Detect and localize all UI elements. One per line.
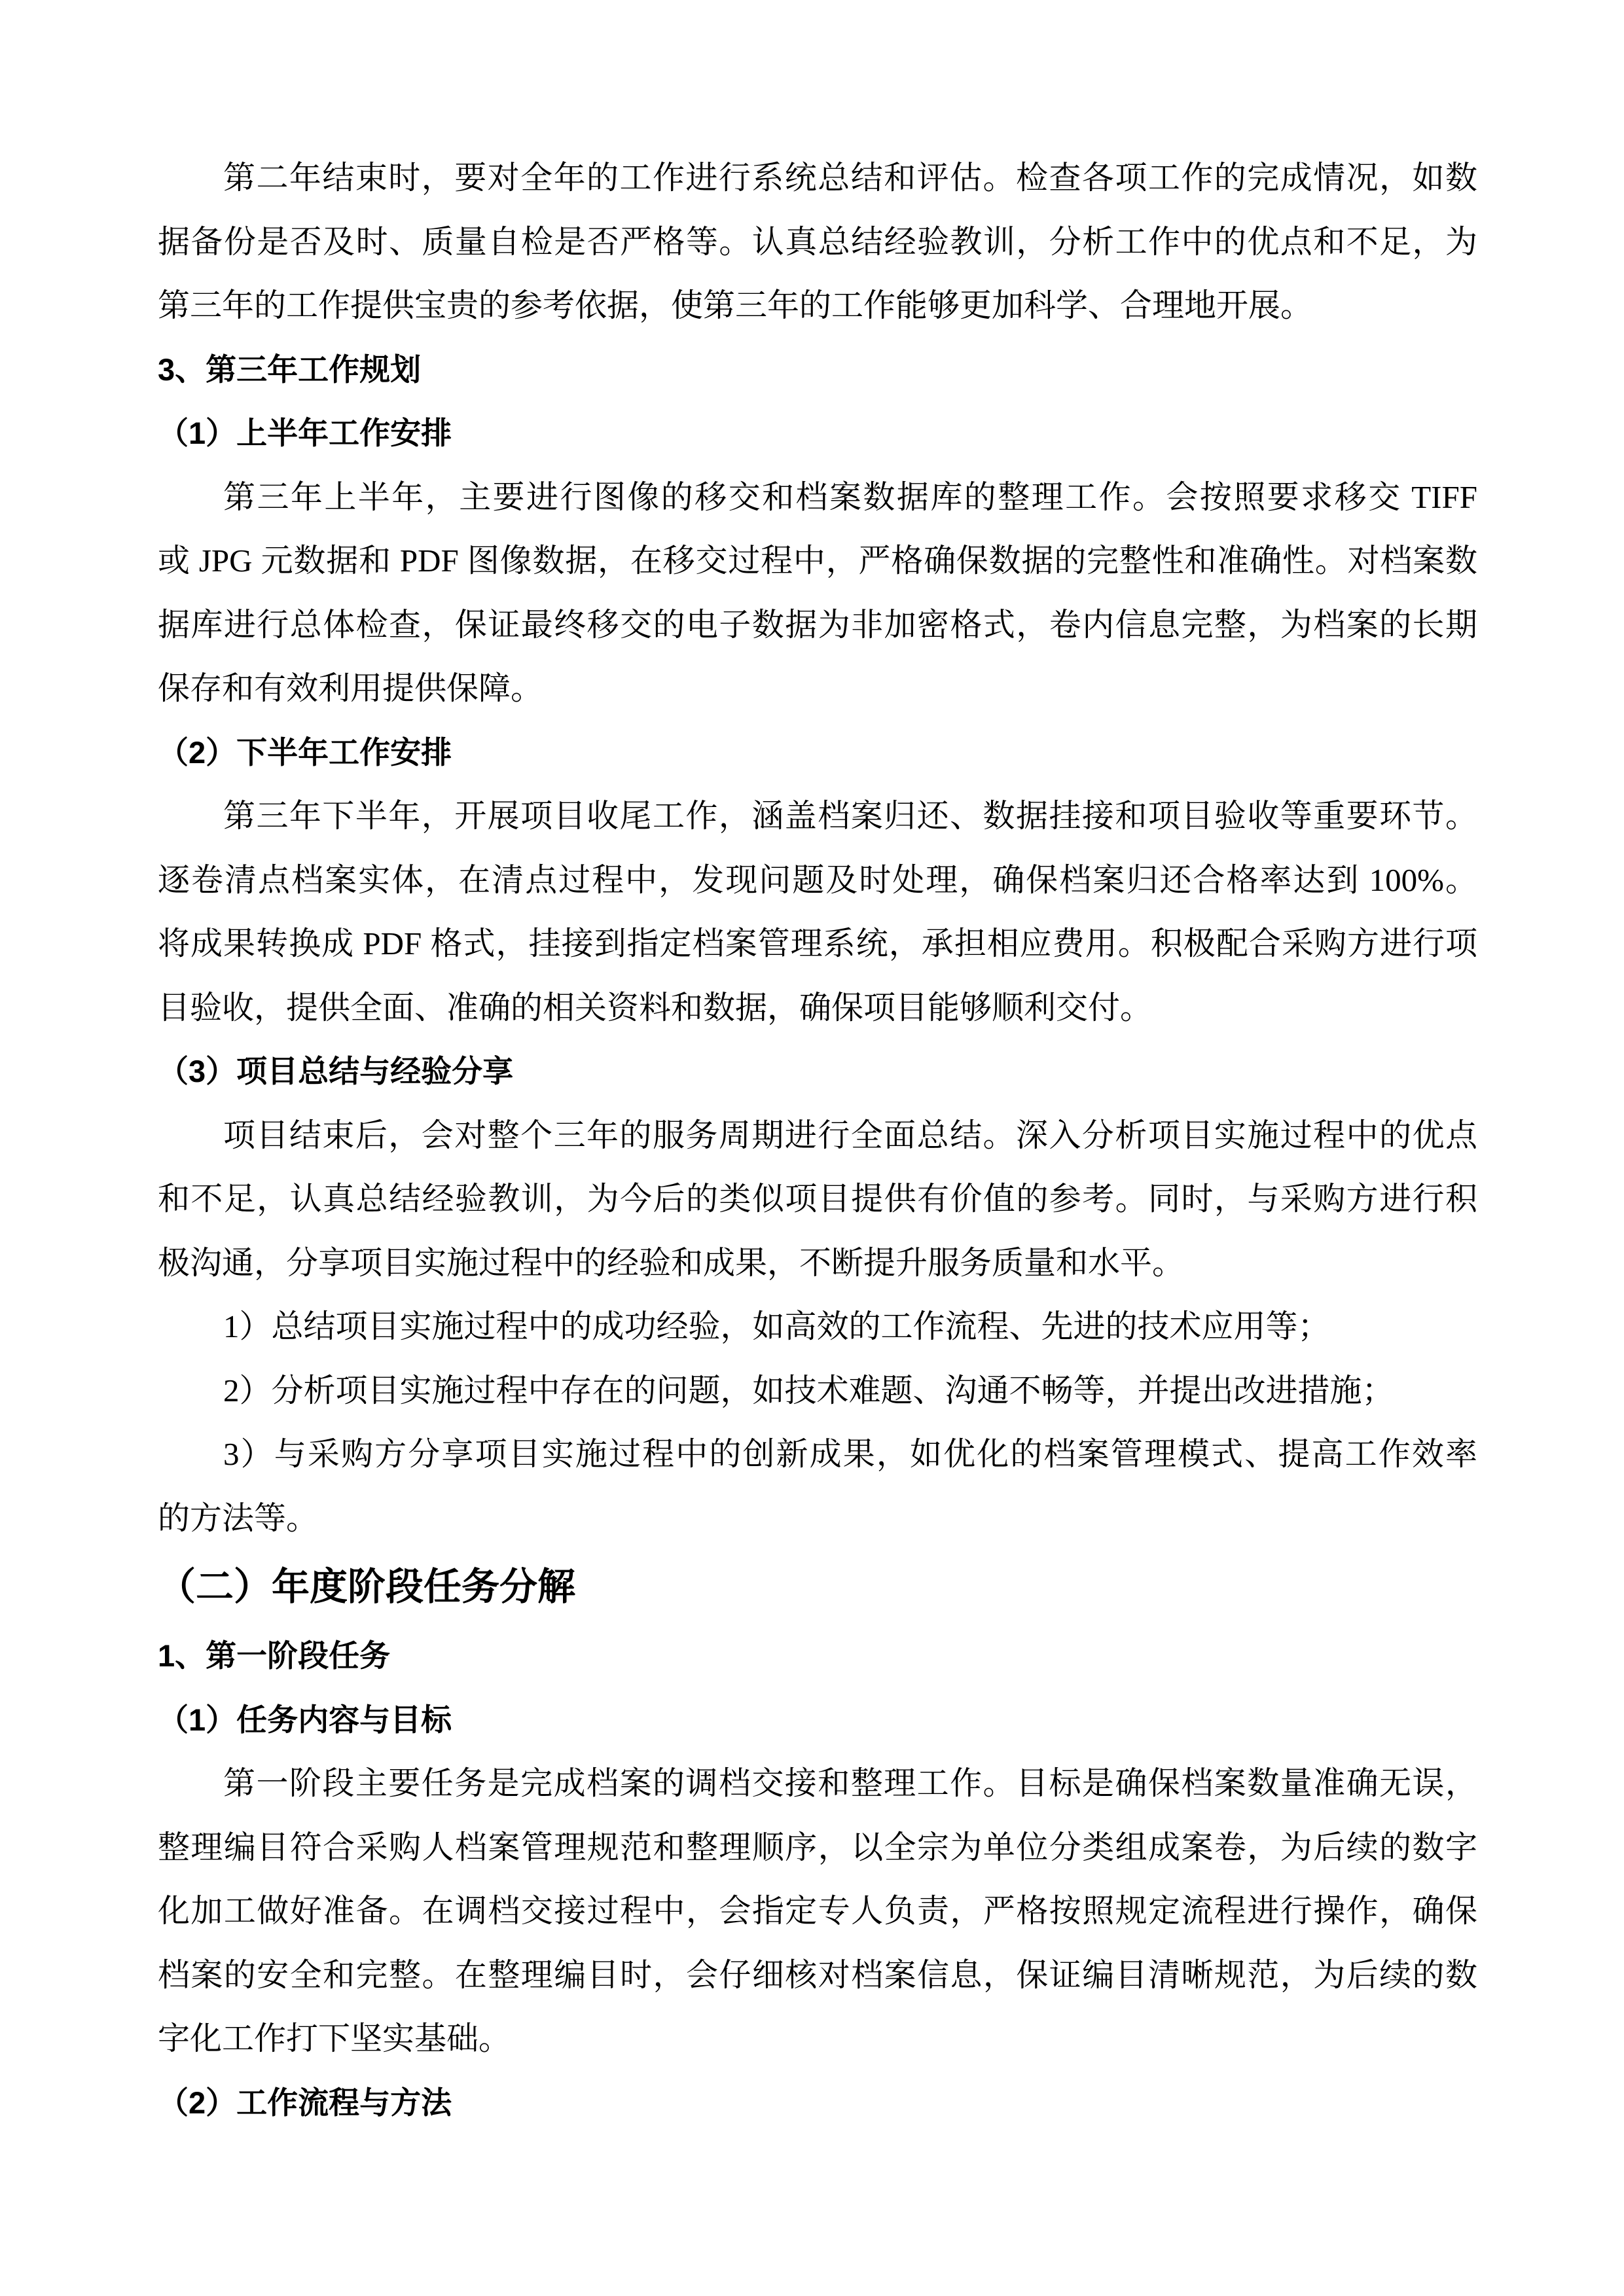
paragraph-line: 第一阶段主要任务是完成档案的调档交接和整理工作。目标是确保档案数量准确无误，: [223, 1765, 1477, 1801]
paragraph-line: 极沟通，分享项目实施过程中的经验和成果，不断提升服务质量和水平。: [158, 1244, 1185, 1281]
paragraph-line: 的方法等。: [158, 1499, 319, 1536]
paragraph-line: 化加工做好准备。在调档交接过程中，会指定专人负责，严格按照规定流程进行操作，确保: [158, 1893, 1477, 1929]
paragraph-line: 据库进行总体检查，保证最终移交的电子数据为非加密格式，卷内信息完整，为档案的长期: [158, 606, 1477, 643]
paragraph-line: 目验收，提供全面、准确的相关资料和数据，确保项目能够顺利交付。: [158, 989, 1153, 1026]
paragraph: [158, 1103, 1477, 1295]
paragraph-line: 2）分析项目实施过程中存在的问题，如技术难题、沟通不畅等，并提出改进措施；: [223, 1372, 1394, 1408]
paragraph-line: 将成果转换成 PDF 格式，挂接到指定档案管理系统，承担相应费用。积极配合采购方进行项: [158, 925, 1477, 961]
paragraph-line: 第二年结束时，要对全年的工作进行系统总结和评估。检查各项工作的完成情况，如数: [223, 160, 1477, 196]
subsection-heading: （2）下半年工作安排: [158, 734, 452, 770]
subsection-heading: （2）工作流程与方法: [158, 2085, 452, 2120]
paragraph-line: 整理编目符合采购人档案管理规范和整理顺序，以全宗为单位分类组成案卷，为后续的数字: [158, 1829, 1477, 1865]
paragraph-line: 或 JPG 元数据和 PDF 图像数据，在移交过程中，严格确保数据的完整性和准确性。对档案数: [158, 543, 1477, 579]
paragraph-line: 和不足，认真总结经验教训，为今后的类似项目提供有价值的参考。同时，与采购方进行积: [158, 1181, 1477, 1217]
paragraph-line: 1）总结项目实施过程中的成功经验，如高效的工作流程、先进的技术应用等；: [223, 1308, 1330, 1344]
section-heading: （二）年度阶段任务分解: [158, 1566, 576, 1608]
paragraph-line: 第三年下半年，开展项目收尾工作，涵盖档案归还、数据挂接和项目验收等重要环节。: [223, 798, 1477, 834]
paragraph-line: 第三年上半年，主要进行图像的移交和档案数据库的整理工作。会按照要求移交 TIFF: [223, 478, 1477, 515]
paragraph-line: 据备份是否及时、质量自检是否严格等。认真总结经验教训，分析工作中的优点和不足，为: [158, 223, 1477, 260]
paragraph: [158, 784, 1477, 1039]
paragraph: [158, 1751, 1477, 2071]
document-page: [158, 146, 1477, 2134]
subsection-heading: （3）项目总结与经验分享: [158, 1054, 514, 1088]
paragraph: [158, 1422, 1477, 1550]
subsection-heading: 1、第一阶段任务: [158, 1638, 391, 1673]
paragraph: [158, 1295, 1477, 1359]
subsection-heading: （1）任务内容与目标: [158, 1702, 452, 1737]
subsection-heading: （1）上半年工作安排: [158, 416, 452, 450]
paragraph: [158, 1359, 1477, 1423]
paragraph-line: 3）与采购方分享项目实施过程中的创新成果，如优化的档案管理模式、提高工作效率: [223, 1436, 1477, 1472]
paragraph-line: 项目结束后，会对整个三年的服务周期进行全面总结。深入分析项目实施过程中的优点: [223, 1117, 1477, 1153]
paragraph-line: 档案的安全和完整。在整理编目时，会仔细核对档案信息，保证编目清晰规范，为后续的数: [158, 1956, 1477, 1993]
paragraph-line: 保存和有效利用提供保障。: [158, 670, 543, 706]
paragraph: [158, 465, 1477, 721]
paragraph: [158, 146, 1477, 338]
paragraph-line: 第三年的工作提供宝贵的参考依据，使第三年的工作能够更加科学、合理地开展。: [158, 287, 1313, 323]
subsection-heading: 3、第三年工作规划: [158, 351, 422, 387]
paragraph-line: 逐卷清点档案实体，在清点过程中，发现问题及时处理，确保档案归还合格率达到 100%。: [158, 861, 1477, 898]
paragraph-line: 字化工作打下坚实基础。: [158, 2020, 511, 2056]
